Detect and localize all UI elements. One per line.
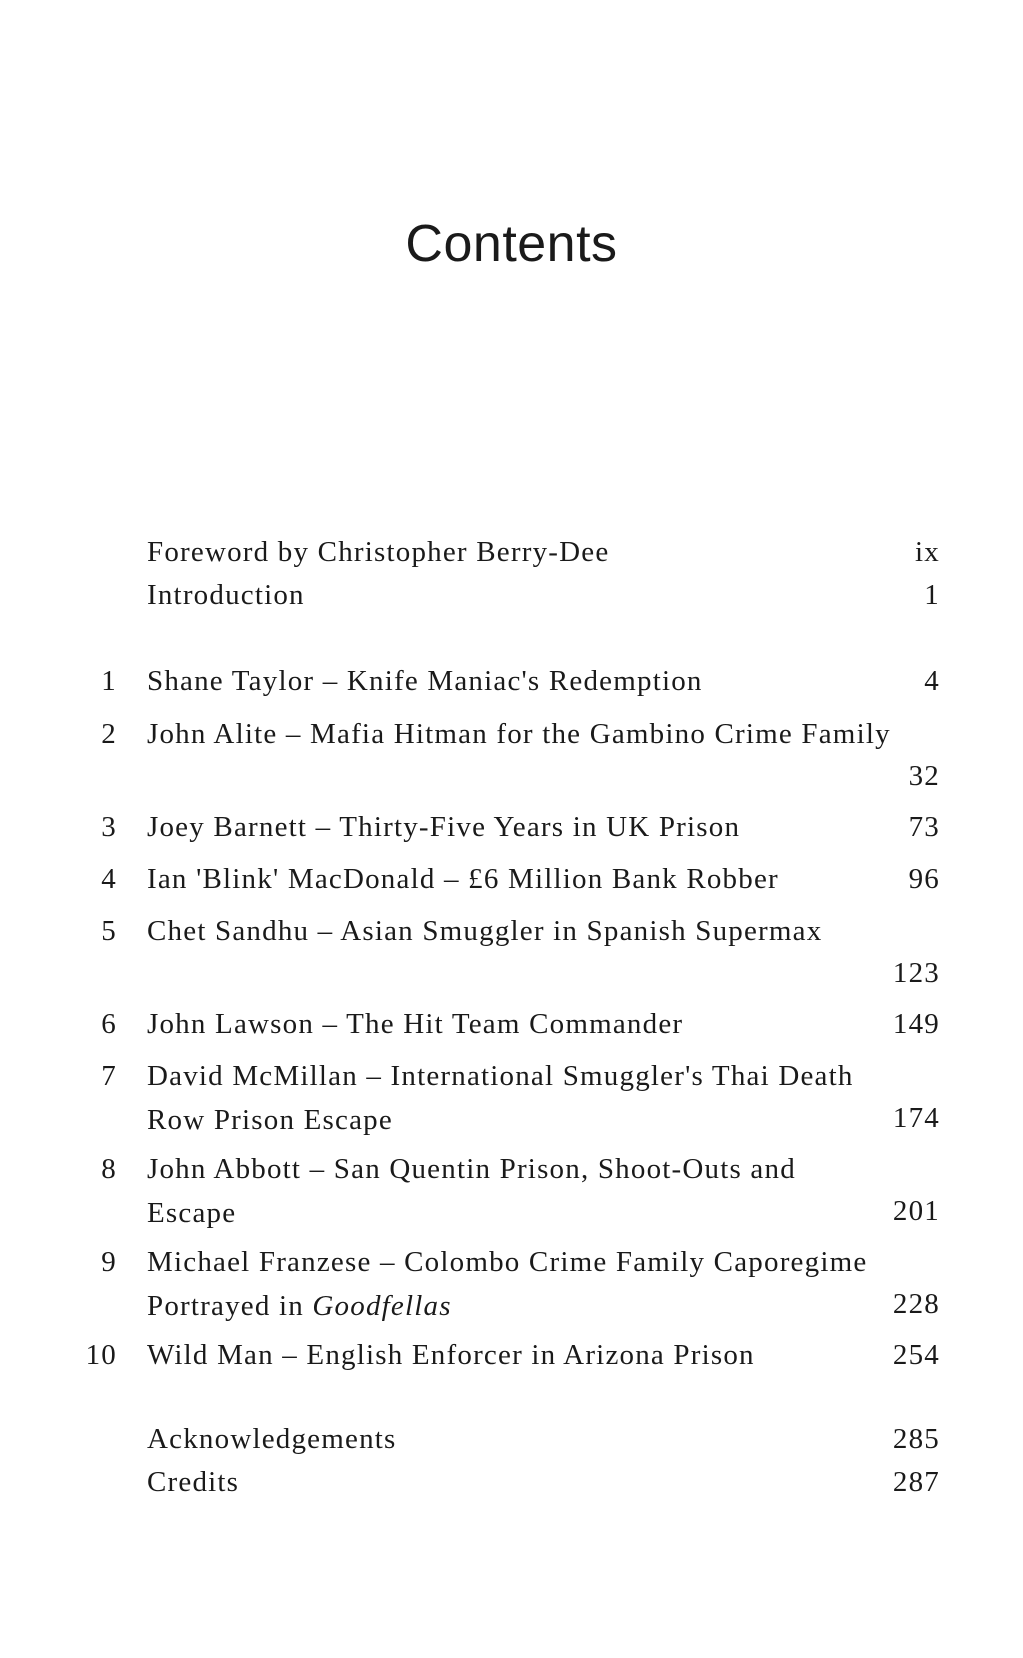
chapter-number: 9 — [101, 1246, 117, 1278]
entry-title-line: Joey Barnett – Thirty-Five Years in UK Prison — [147, 811, 741, 843]
entry-title-text: Portrayed in — [147, 1290, 313, 1322]
entry-title-line: Row Prison Escape — [147, 1104, 393, 1136]
chapter-number: 3 — [101, 811, 117, 843]
entry-title — [147, 1054, 937, 1142]
entry-page: 32 — [908, 760, 940, 792]
entry-title: Credits — [147, 1466, 240, 1498]
entry-page: ix — [915, 536, 940, 568]
chapter-number: 1 — [101, 665, 117, 697]
entry-page: 96 — [908, 863, 940, 895]
entry-page: 123 — [892, 957, 940, 989]
chapter-number: 10 — [85, 1339, 117, 1371]
entry-title — [147, 909, 937, 953]
entry-title — [147, 857, 937, 901]
entry-page: 287 — [892, 1466, 940, 1498]
entry-page: 4 — [924, 665, 940, 697]
entry-title-line — [147, 1284, 937, 1328]
page-title: Contents — [405, 215, 618, 273]
entry-title — [147, 1333, 937, 1377]
entry-page: 174 — [892, 1102, 940, 1134]
chapter-number: 2 — [101, 718, 117, 750]
entry-title: Introduction — [147, 579, 305, 611]
chapter-number: 4 — [101, 863, 117, 895]
entry-title-line: Wild Man – English Enforcer in Arizona Prison — [147, 1339, 755, 1371]
entry-title-italic: Goodfellas — [312, 1290, 452, 1322]
entry-title: Foreword by Christopher Berry-Dee — [147, 536, 610, 568]
entry-title-line: Ian 'Blink' MacDonald – £6 Million Bank Robber — [147, 863, 779, 895]
entry-title-line: John Abbott – San Quentin Prison, Shoot-Outs and — [147, 1153, 796, 1185]
entry-page: 1 — [924, 579, 940, 611]
entry-title-line: Escape — [147, 1197, 237, 1229]
entry-title — [147, 1240, 937, 1328]
entry-title-line: John Lawson – The Hit Team Commander — [147, 1008, 684, 1040]
entry-page: 149 — [892, 1008, 940, 1040]
entry-title — [147, 659, 937, 703]
entry-title-line: David McMillan – International Smuggler's Thai Death — [147, 1060, 854, 1092]
entry-title: Acknowledgements — [147, 1423, 397, 1455]
entry-title — [147, 805, 937, 849]
chapter-number: 8 — [101, 1153, 117, 1185]
entry-title-line: Shane Taylor – Knife Maniac's Redemption — [147, 665, 703, 697]
chapter-number: 5 — [101, 915, 117, 947]
chapter-number: 6 — [101, 1008, 117, 1040]
chapter-number: 7 — [101, 1060, 117, 1092]
entry-title-line: Chet Sandhu – Asian Smuggler in Spanish Supermax — [147, 915, 823, 947]
entry-title-line: Michael Franzese – Colombo Crime Family Caporegime — [147, 1246, 868, 1278]
entry-title — [147, 712, 937, 756]
entry-page: 285 — [892, 1423, 940, 1455]
entry-page: 201 — [892, 1195, 940, 1227]
entry-page: 228 — [892, 1288, 940, 1320]
entry-page: 73 — [908, 811, 940, 843]
entry-page: 254 — [892, 1339, 940, 1371]
entry-title — [147, 1147, 937, 1235]
entry-title — [147, 1002, 937, 1046]
entry-title-line: John Alite – Mafia Hitman for the Gambino Crime Family — [147, 718, 891, 750]
